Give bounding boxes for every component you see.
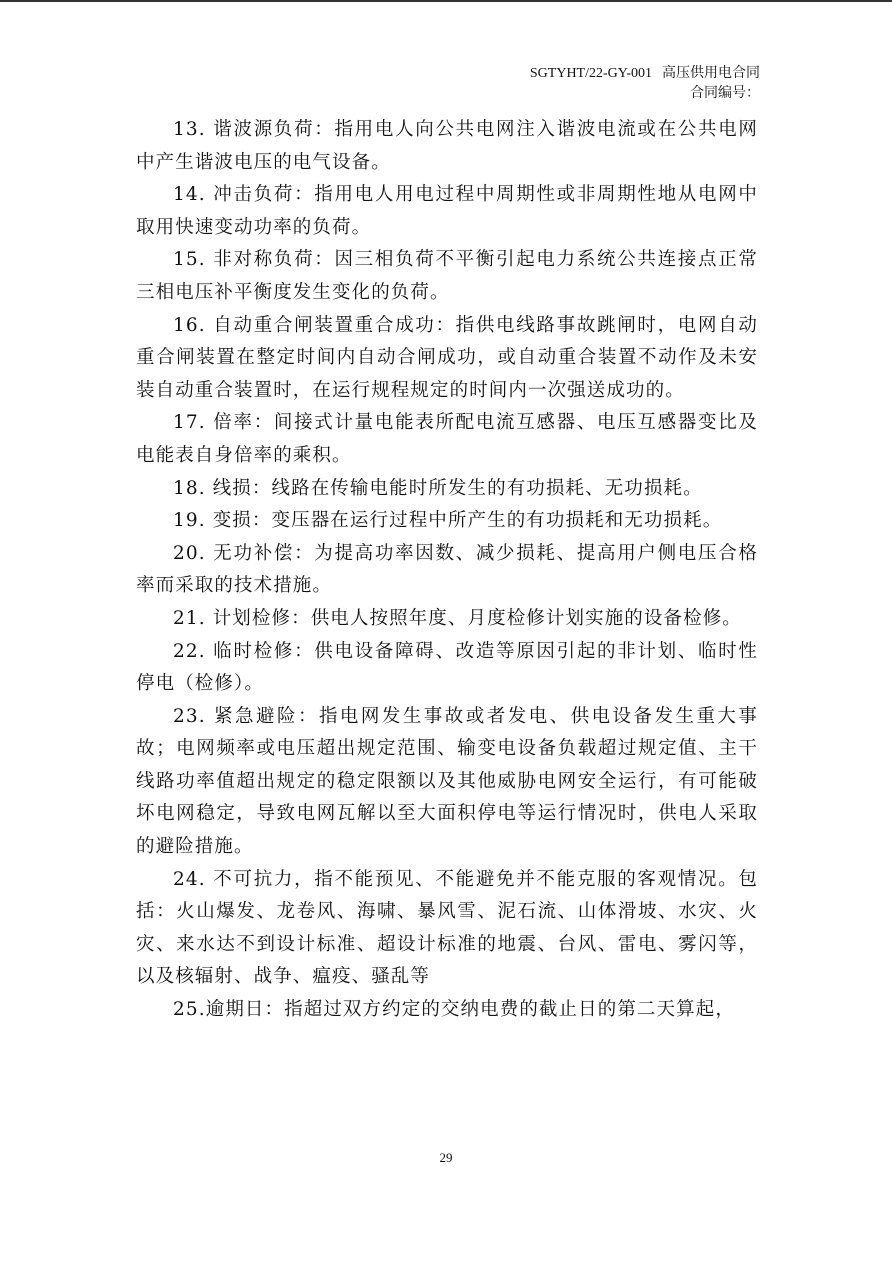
paragraph-24: 24. 不可抗力，指不能预见、不能避免并不能克服的客观情况。包括：火山爆发、龙卷风、海啸、暴风雪、泥石流、山体滑坡、水灾、火灾、来水达不到设计标准、超设计标准的地震、台风、雷电、雾闪等，以及核辐射、战争、瘟疫、骚乱等 bbox=[136, 868, 758, 988]
contract-number-label: 合同编号： bbox=[690, 86, 760, 101]
paragraph-25: 25.逾期日：指超过双方约定的交纳电费的截止日的第二天算起， bbox=[173, 999, 735, 1021]
paragraph-17: 17. 倍率：间接式计量电能表所配电流互感器、电压互感器变比及电能表自身倍率的乘积。 bbox=[136, 412, 758, 466]
paragraph-20: 20. 无功补偿：为提高功率因数、减少损耗、提高用户侧电压合格率而采取的技术措施。 bbox=[136, 542, 758, 597]
top-border-line bbox=[0, 0, 892, 2]
paragraph-18: 18. 线损：线路在传输电能时所发生的有功损耗、无功损耗。 bbox=[173, 477, 703, 499]
paragraph-15: 15. 非对称负荷：因三相负荷不平衡引起电力系统公共连接点正常三相电压补平衡度发生变化的负荷。 bbox=[136, 249, 758, 303]
paragraph-16: 16. 自动重合闸装置重合成功：指供电线路事故跳闸时，电网自动重合闸装置在整定时间内自动合闸成功，或自动重合装置不动作及未安装自动重合装置时，在运行规程规定的时间内一次强送成功的。 bbox=[136, 314, 758, 401]
paragraph-23: 23. 紧急避险：指电网发生事故或者发电、供电设备发生重大事故；电网频率或电压超出规定范围、输变电设备负载超过规定值、主干线路功率值超出规定的稳定限额以及其他威胁电网安全运行，有可能破坏电网稳定，导致电网瓦解以至大面积停电等运行情况时，供电人采取的避险措施。 bbox=[136, 705, 758, 858]
paragraph-22: 22. 临时检修：供电设备障碍、改造等原因引起的非计划、临时性停电（检修）。 bbox=[136, 640, 758, 695]
paragraph-19: 19. 变损：变压器在运行过程中所产生的有功损耗和无功损耗。 bbox=[173, 510, 723, 532]
paragraph-21: 21. 计划检修：供电人按照年度、月度检修计划实施的设备检修。 bbox=[173, 607, 742, 629]
document-code: SGTYHT/22-GY-001 bbox=[529, 66, 652, 81]
paragraph-14: 14. 冲击负荷：指用电人用电过程中周期性或非周期性地从电网中取用快速变动功率的负荷。 bbox=[136, 184, 758, 238]
document-body bbox=[136, 114, 758, 1027]
document-title: 高压供用电合同 bbox=[662, 66, 760, 81]
page-header bbox=[530, 64, 760, 104]
paragraph-13: 13. 谐波源负荷：指用电人向公共电网注入谐波电流或在公共电网中产生谐波电压的电气设备。 bbox=[136, 119, 758, 173]
page-number: 29 bbox=[439, 1150, 453, 1165]
header-line-1 bbox=[530, 64, 760, 84]
